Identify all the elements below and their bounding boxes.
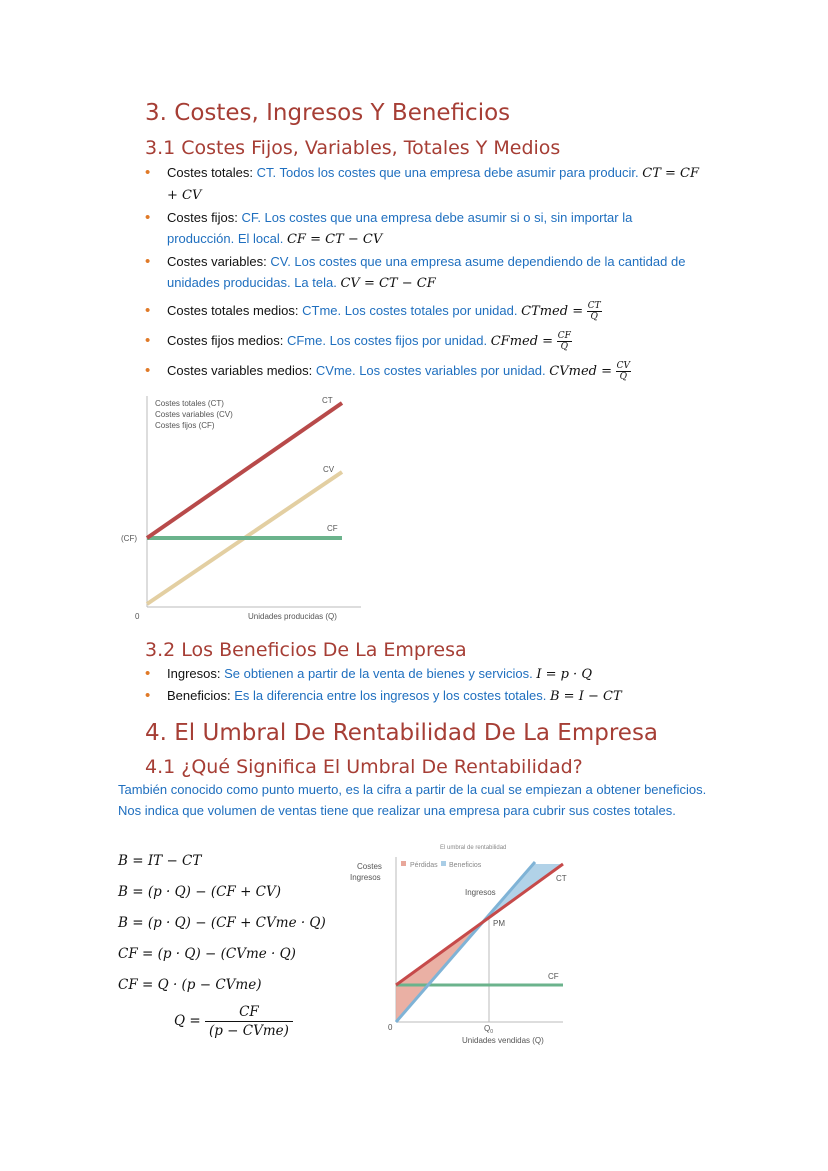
formula: CT = CF + CV	[167, 166, 700, 203]
x-axis-label: Unidades producidas (Q)	[248, 612, 337, 621]
section-3-title: 3. Costes, Ingresos Y Beneficios	[145, 100, 511, 126]
legend-cv: Costes variables (CV)	[155, 410, 233, 419]
origin-label: 0	[388, 1023, 393, 1032]
fraction: $\frac{CF}{Q}$	[557, 331, 571, 353]
list-item: • Costes fijos medios: CFme. Los costes fijos por unidad. CFmed = $\frac{CF}{Q}$	[143, 330, 703, 352]
q0-label: $Q_0$	[484, 1024, 494, 1035]
formula: CTmed =	[521, 304, 584, 319]
legend-losses-swatch	[401, 861, 406, 866]
equation-final: Q = CF (p − CVme)	[174, 1004, 293, 1039]
formula: CVmed =	[549, 364, 612, 380]
ct-line	[396, 864, 563, 985]
chart-title: El umbral de rentabilidad	[440, 845, 507, 851]
cv-label: CV	[323, 465, 335, 474]
legend-losses: Pérdidas	[410, 862, 438, 869]
breakeven-paragraph: También conocido como punto muerto, es la cifra a partir de la cual se empiezan a obtener beneficios. Nos indica que volumen de ventas tiene que realizar una empresa para cubrir sus costes totales.	[118, 782, 707, 818]
ingresos-label: Ingresos	[465, 888, 496, 897]
section-3-2-title: 3.2 Los Beneficios De La Empresa	[145, 639, 467, 661]
formula: I = p · Q	[536, 667, 592, 682]
breakeven-chart	[345, 842, 575, 1052]
list-item: • Costes totales medios: CTme. Los costes totales por unidad. CTmed = $\frac{CT}{Q}$	[143, 300, 703, 322]
equation-1: B = IT − CT	[118, 853, 202, 869]
section-3-1-title: 3.1 Costes Fijos, Variables, Totales Y Medios	[145, 137, 561, 159]
equation-4: CF = (p · Q) − (CVme · Q)	[118, 946, 296, 962]
formula: CFmed =	[490, 334, 554, 350]
list-item: • Costes fijos: CF. Los costes que una empresa debe asumir si o si, sin importar la producción. El local. CF = CT − CV	[143, 207, 703, 250]
equation-5: CF = Q · (p − CVme)	[118, 977, 262, 993]
list-item: • Ingresos: Se obtienen a partir de la venta de bienes y servicios. I = p · Q	[143, 663, 743, 685]
ct-label: CT	[322, 396, 333, 405]
costs-chart	[118, 390, 368, 625]
ct-label: CT	[556, 874, 567, 883]
section-4-1-title: 4.1 ¿Qué Significa El Umbral De Rentabilidad?	[145, 756, 583, 778]
pm-label: PM	[493, 919, 505, 928]
y-axis-label-2: Ingresos	[350, 873, 381, 882]
list-item: • Beneficios: Es la diferencia entre los ingresos y los costes totales. B = I − CT	[143, 685, 743, 707]
cf-label: CF	[327, 524, 338, 533]
fraction: $\frac{CV}{Q}$	[616, 361, 630, 383]
formula: CV = CT − CF	[340, 276, 436, 291]
list-item: • Costes totales: CT. Todos los costes que una empresa debe asumir para producir. CT = CF + CV	[143, 162, 703, 206]
y-axis-label-1: Costes	[357, 862, 382, 871]
formula: B = I − CT	[550, 689, 622, 704]
profits-list	[143, 663, 743, 707]
origin-label: 0	[135, 612, 140, 621]
legend-profits-swatch	[441, 861, 446, 866]
x-axis-label: Unidades vendidas (Q)	[462, 1036, 544, 1045]
legend-profits: Beneficios	[449, 862, 482, 869]
section-4-title: 4. El Umbral De Rentabilidad De La Empresa	[145, 720, 659, 746]
fraction: CF (p − CVme)	[205, 1004, 293, 1039]
fraction: $\frac{CT}{Q}$	[587, 301, 601, 323]
ingresos-line	[396, 862, 535, 1022]
list-item: • Costes variables: CV. Los costes que una empresa asume dependiendo de la cantidad de unidades producidas. La tela. CV = CT − CF	[143, 251, 703, 294]
y-axis-label: (CF)	[121, 534, 137, 543]
equation-3: B = (p · Q) − (CF + CVme · Q)	[118, 915, 326, 931]
costs-list	[143, 162, 703, 382]
formula: CF = CT − CV	[286, 232, 383, 247]
legend-ct: Costes totales (CT)	[155, 399, 224, 408]
equation-2: B = (p · Q) − (CF + CV)	[118, 884, 282, 900]
cf-label: CF	[548, 972, 559, 981]
list-item: • Costes variables medios: CVme. Los costes variables por unidad. CVmed = $\frac{CV}{Q}$	[143, 360, 703, 382]
legend-cf: Costes fijos (CF)	[155, 421, 215, 430]
